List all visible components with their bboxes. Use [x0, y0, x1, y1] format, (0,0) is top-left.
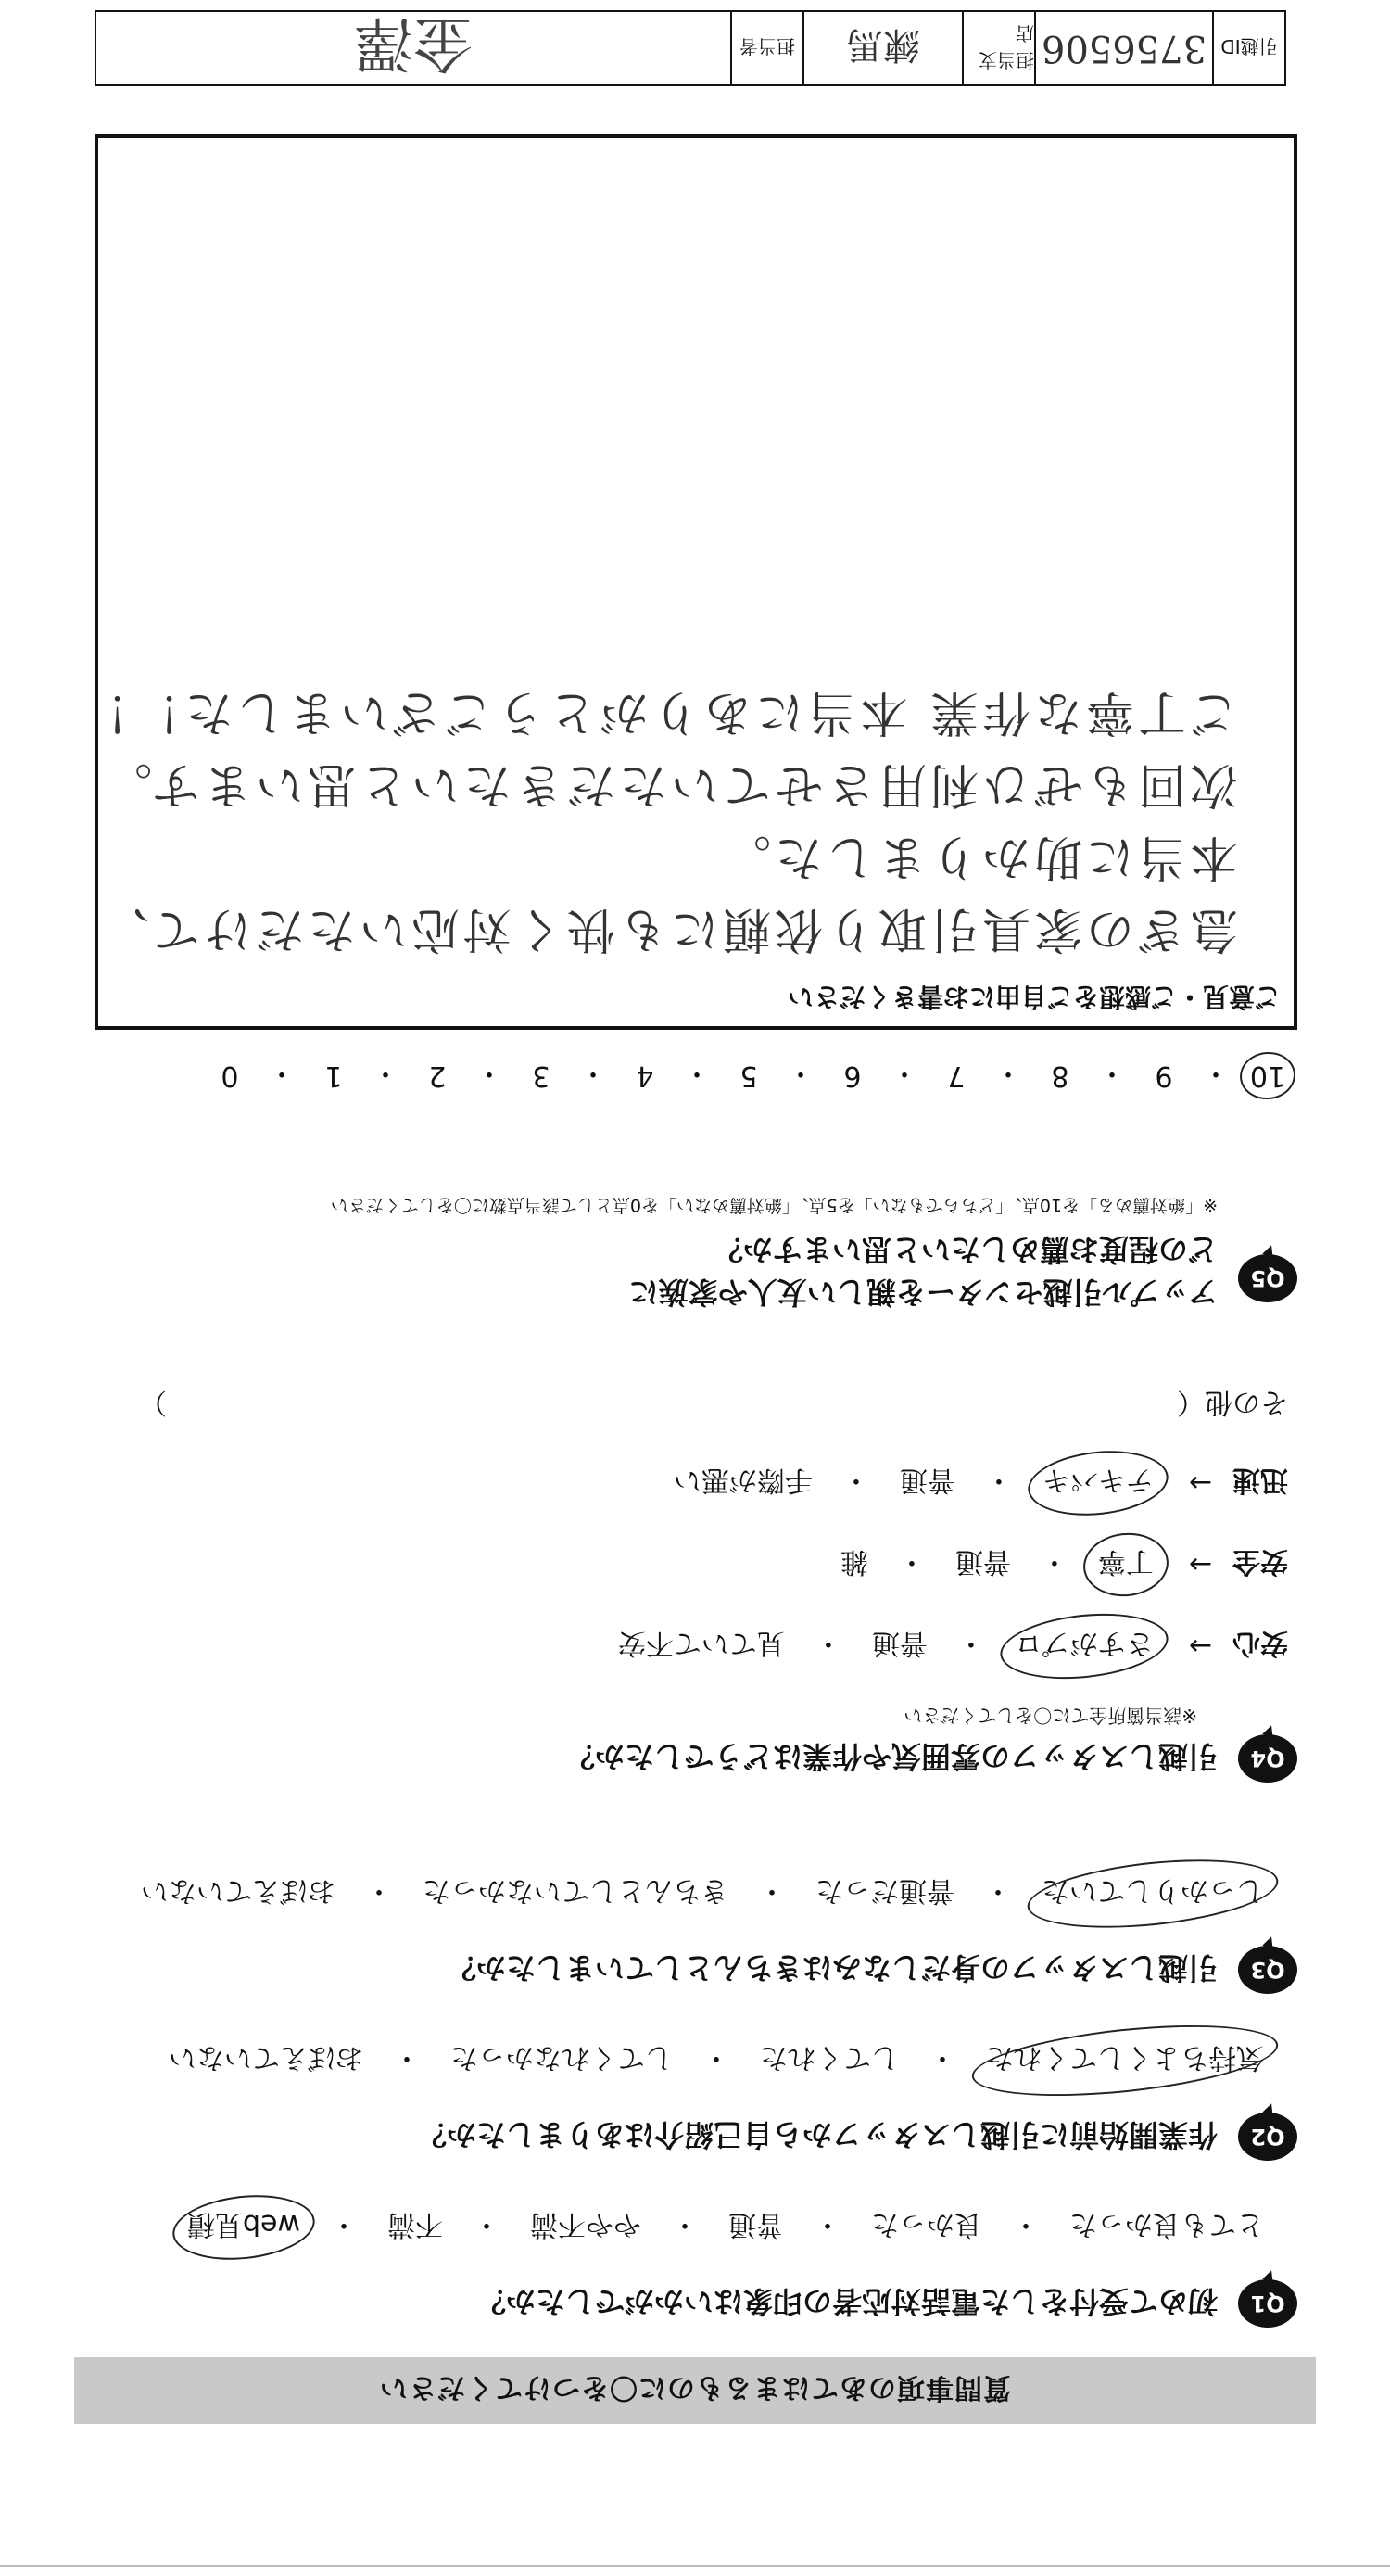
scale-value[interactable]: 1: [324, 1060, 343, 1093]
q3-text: 引越しスタッフの身だしなみはきちんとしていましたか？: [446, 1950, 1218, 1986]
scale-value[interactable]: 5: [739, 1060, 758, 1093]
q4-option-selected[interactable]: テキパキ: [1037, 1459, 1159, 1507]
scale-value[interactable]: 6: [843, 1060, 862, 1093]
q2-option-selected[interactable]: 気持ちよくしてくれた: [980, 2037, 1270, 2085]
question-1: [74, 2203, 1297, 2328]
handwritten-line: ご丁寧な作業 本当にありがとうございました！！: [77, 684, 1238, 740]
scale-value-selected[interactable]: 10: [1249, 1060, 1286, 1093]
q3-option[interactable]: おぼえていない: [141, 1874, 335, 1907]
q3-badge: Q3: [1238, 1946, 1297, 1994]
q4-other-row: [139, 1385, 1288, 1426]
q5-scale: 10 ・ 9 ・ 8 ・ 7 ・ 6 ・ 5 ・ 4 ・ 3 ・ 2 ・ 1 ・ 0: [211, 1056, 1286, 1097]
scale-value[interactable]: 3: [532, 1060, 550, 1093]
office-use-table: [95, 10, 1286, 86]
q2-text: 作業開始前に引越しスタッフから自己紹介はありましたか？: [416, 2117, 1218, 2152]
q1-option[interactable]: やや不満: [530, 2208, 641, 2240]
comment-title: ご意見・ご感想をご自由にお書きください: [787, 982, 1281, 1012]
q4-row-anshin: 安心 → さすがプロ ・ 普通 ・ 見ていて不安: [74, 1622, 1288, 1670]
q3-option-selected[interactable]: しっかりしていた: [1036, 1870, 1270, 1918]
q4-option[interactable]: 手際が悪い: [673, 1464, 813, 1496]
q2-option[interactable]: してくれた: [760, 2041, 899, 2074]
comment-box[interactable]: [77, 134, 1297, 1030]
q3-option[interactable]: 普通だった: [815, 1874, 954, 1907]
questions-header: 質問事項のあてはまるものに〇をつけてください: [74, 2357, 1316, 2424]
id-value: 3756506: [1034, 12, 1212, 84]
q1-option-selected[interactable]: web見積: [182, 2203, 306, 2252]
q2-badge: Q2: [1238, 2113, 1297, 2161]
q1-option[interactable]: 良かった: [871, 2208, 982, 2240]
q4-row-label: 安全: [1232, 1545, 1288, 1578]
q4-option[interactable]: 普通: [954, 1545, 1011, 1578]
q1-options: とても良かった ・ 良かった ・ 普通 ・ やや不満 ・ 不満 ・ web見積: [74, 2203, 1270, 2252]
q5-text-line1: アップル引越センターを親しい友人や家族に: [628, 1275, 1218, 1310]
handwritten-line: 本当に助かりました。: [718, 829, 1238, 884]
q4-text: 引越しスタッフの雰囲気や作業はどうでしたか？: [564, 1739, 1218, 1774]
q4-row-label: 迅速: [1232, 1464, 1288, 1496]
q4-option-selected[interactable]: 丁寧: [1093, 1541, 1159, 1589]
q4-row-jinsoku: 迅速 → テキパキ ・ 普通 ・ 手際が悪い: [74, 1459, 1288, 1507]
scale-value[interactable]: 7: [947, 1060, 966, 1093]
q2-option[interactable]: してくれなかった: [450, 2041, 673, 2074]
scale-value[interactable]: 2: [428, 1060, 447, 1093]
scale-value[interactable]: 4: [636, 1060, 654, 1093]
question-3: [74, 1870, 1297, 1994]
id-label: 引越ID: [1212, 12, 1284, 84]
q4-row-label: 安心: [1232, 1627, 1288, 1659]
arrow-icon: →: [1188, 1630, 1212, 1663]
q5-note: ※「絶対薦める」を10点、「どちらでもない」を5点、「絶対薦めない」を0点として該当点数に〇をしてください: [330, 1195, 1218, 1215]
q2-option[interactable]: おぼえていない: [169, 2041, 363, 2074]
handwritten-line: 急ぎの家具引取り依頼にも快く対応いただけて、: [97, 901, 1238, 957]
q4-option[interactable]: 普通: [899, 1464, 955, 1496]
q4-option[interactable]: 雑: [840, 1545, 868, 1578]
q4-option-selected[interactable]: さすがプロ: [1009, 1622, 1159, 1670]
q1-option[interactable]: 不満: [387, 2208, 443, 2240]
question-4: [74, 1385, 1297, 1783]
q1-option[interactable]: とても良かった: [1069, 2208, 1264, 2240]
scan-edge-line: [0, 2565, 1390, 2567]
person-label: 担当者: [730, 12, 802, 84]
q4-row-anzen: 安全 → 丁寧 ・ 普通 ・ 雑: [74, 1541, 1288, 1589]
q1-badge: Q1: [1238, 2279, 1297, 2328]
q4-option[interactable]: 見ていて不安: [617, 1627, 785, 1659]
branch-value: 練馬: [802, 12, 962, 84]
person-value: 金澤: [354, 8, 473, 77]
q5-text: [629, 1230, 1218, 1315]
branch-label: 担当支店: [962, 12, 1034, 84]
q4-note: ※該当箇所全てに〇をしてください: [904, 1705, 1197, 1727]
q4-other-close: ）: [139, 1386, 167, 1418]
q5-badge: Q5: [1238, 1254, 1297, 1302]
question-2: [74, 2037, 1297, 2161]
q4-option[interactable]: 普通: [871, 1627, 928, 1659]
q3-options: しっかりしていた ・ 普通だった ・ きちんとしていなかった ・ おぼえていない: [74, 1870, 1270, 1918]
scale-value[interactable]: 8: [1051, 1060, 1069, 1093]
q2-options: 気持ちよくしてくれた ・ してくれた ・ してくれなかった ・ おぼえていない: [74, 2037, 1270, 2085]
q4-other-label: その他（: [1177, 1386, 1288, 1418]
q3-option[interactable]: きちんとしていなかった: [423, 1874, 728, 1907]
scale-value[interactable]: 9: [1155, 1060, 1173, 1093]
q5-text-line2: どの程度お薦めしたいと思いますか？: [713, 1232, 1218, 1267]
handwritten-line: 次回もぜひ利用させていただきたいと思います。: [100, 756, 1238, 812]
q1-option[interactable]: 普通: [728, 2208, 784, 2240]
question-5: [74, 1194, 1297, 1315]
q4-badge: Q4: [1238, 1734, 1297, 1783]
arrow-icon: →: [1188, 1548, 1212, 1581]
scale-value[interactable]: 0: [221, 1060, 239, 1093]
q1-text: 初めて受付をした電話対応者の印象はいかがでしたか？: [475, 2284, 1218, 2319]
arrow-icon: →: [1188, 1466, 1212, 1500]
